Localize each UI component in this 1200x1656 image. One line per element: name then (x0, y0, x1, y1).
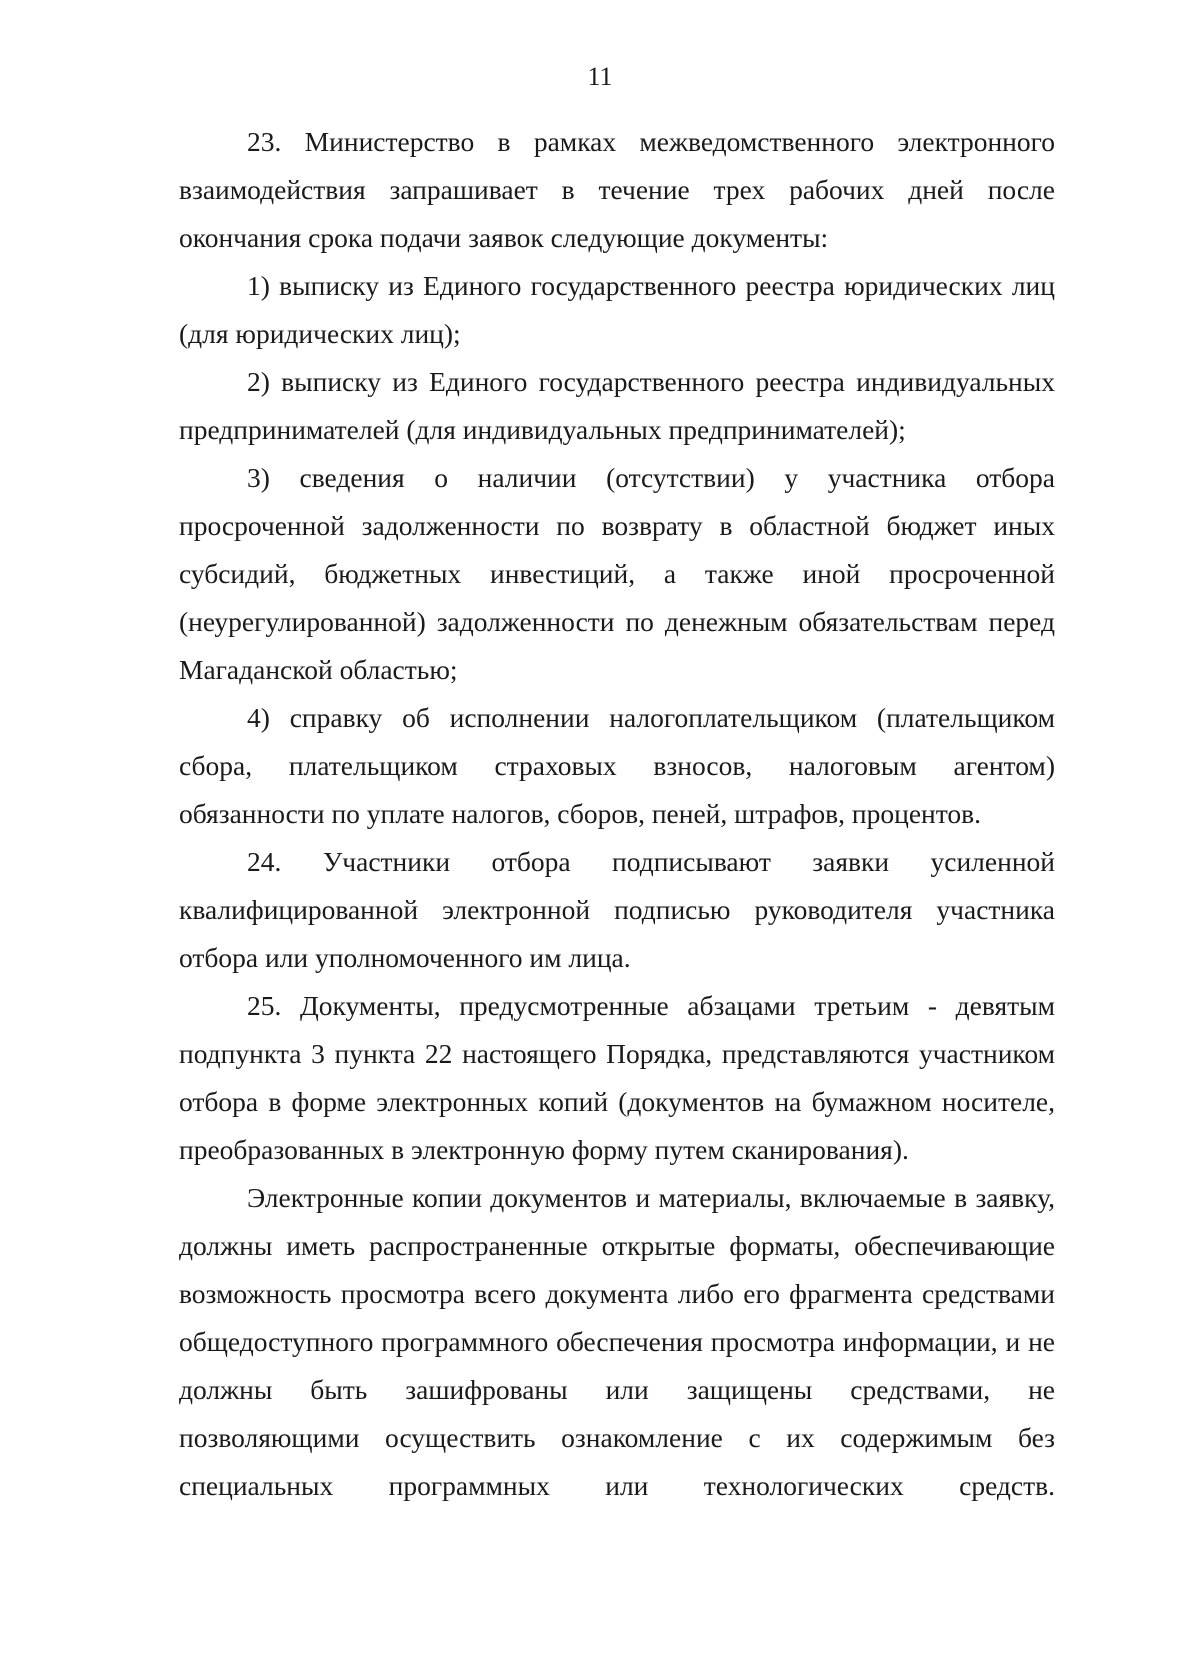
list-item-3: 3) сведения о наличии (отсутствии) у участника отбора просроченной задолженности по возврату в областной бюджет иных субсидий, бюджетных инвестиций, а также иной просроченной (неурегулированной) задолженности по денежным обязательствам перед Магаданской областью; (179, 462, 1055, 685)
page-number: 11 (587, 62, 613, 91)
list-item-4: 4) справку об исполнении налогоплательщиком (плательщиком сбора, плательщиком страховых взносов, налоговым агентом) обязанности по уплате налогов, сборов, пеней, штрафов, процентов. (179, 702, 1055, 829)
document-body (179, 118, 1055, 1510)
paragraph-23: 23. Министерство в рамках межведомственного электронного взаимодействия запрашивает в течение трех рабочих дней после окончания срока подачи заявок следующие документы: (179, 126, 1055, 253)
paragraph-24: 24. Участники отбора подписывают заявки усиленной квалифицированной электронной подписью руководителя участника отбора или уполномоченного им лица. (179, 846, 1055, 973)
list-item-2: 2) выписку из Единого государственного реестра индивидуальных предпринимателей (для индивидуальных предпринимателей); (179, 366, 1055, 445)
paragraph-25: 25. Документы, предусмотренные абзацами третьим - девятым подпункта 3 пункта 22 настоящего Порядка, представляются участником отбора в форме электронных копий (документов на бумажном носителе, преобразованных в электронную форму путем сканирования). (179, 990, 1055, 1165)
list-item-1: 1) выписку из Единого государственного реестра юридических лиц (для юридических лиц); (179, 270, 1055, 349)
paragraph-electronic-copies: Электронные копии документов и материалы, включаемые в заявку, должны иметь распространенные открытые форматы, обеспечивающие возможность просмотра всего документа либо его фрагмента средствами общедоступного программного обеспечения просмотра информации, и не должны быть зашифрованы или защищены средствами, не позволяющими осуществить ознакомление с их содержимым без специальных программных или технологических средств. (179, 1182, 1055, 1501)
